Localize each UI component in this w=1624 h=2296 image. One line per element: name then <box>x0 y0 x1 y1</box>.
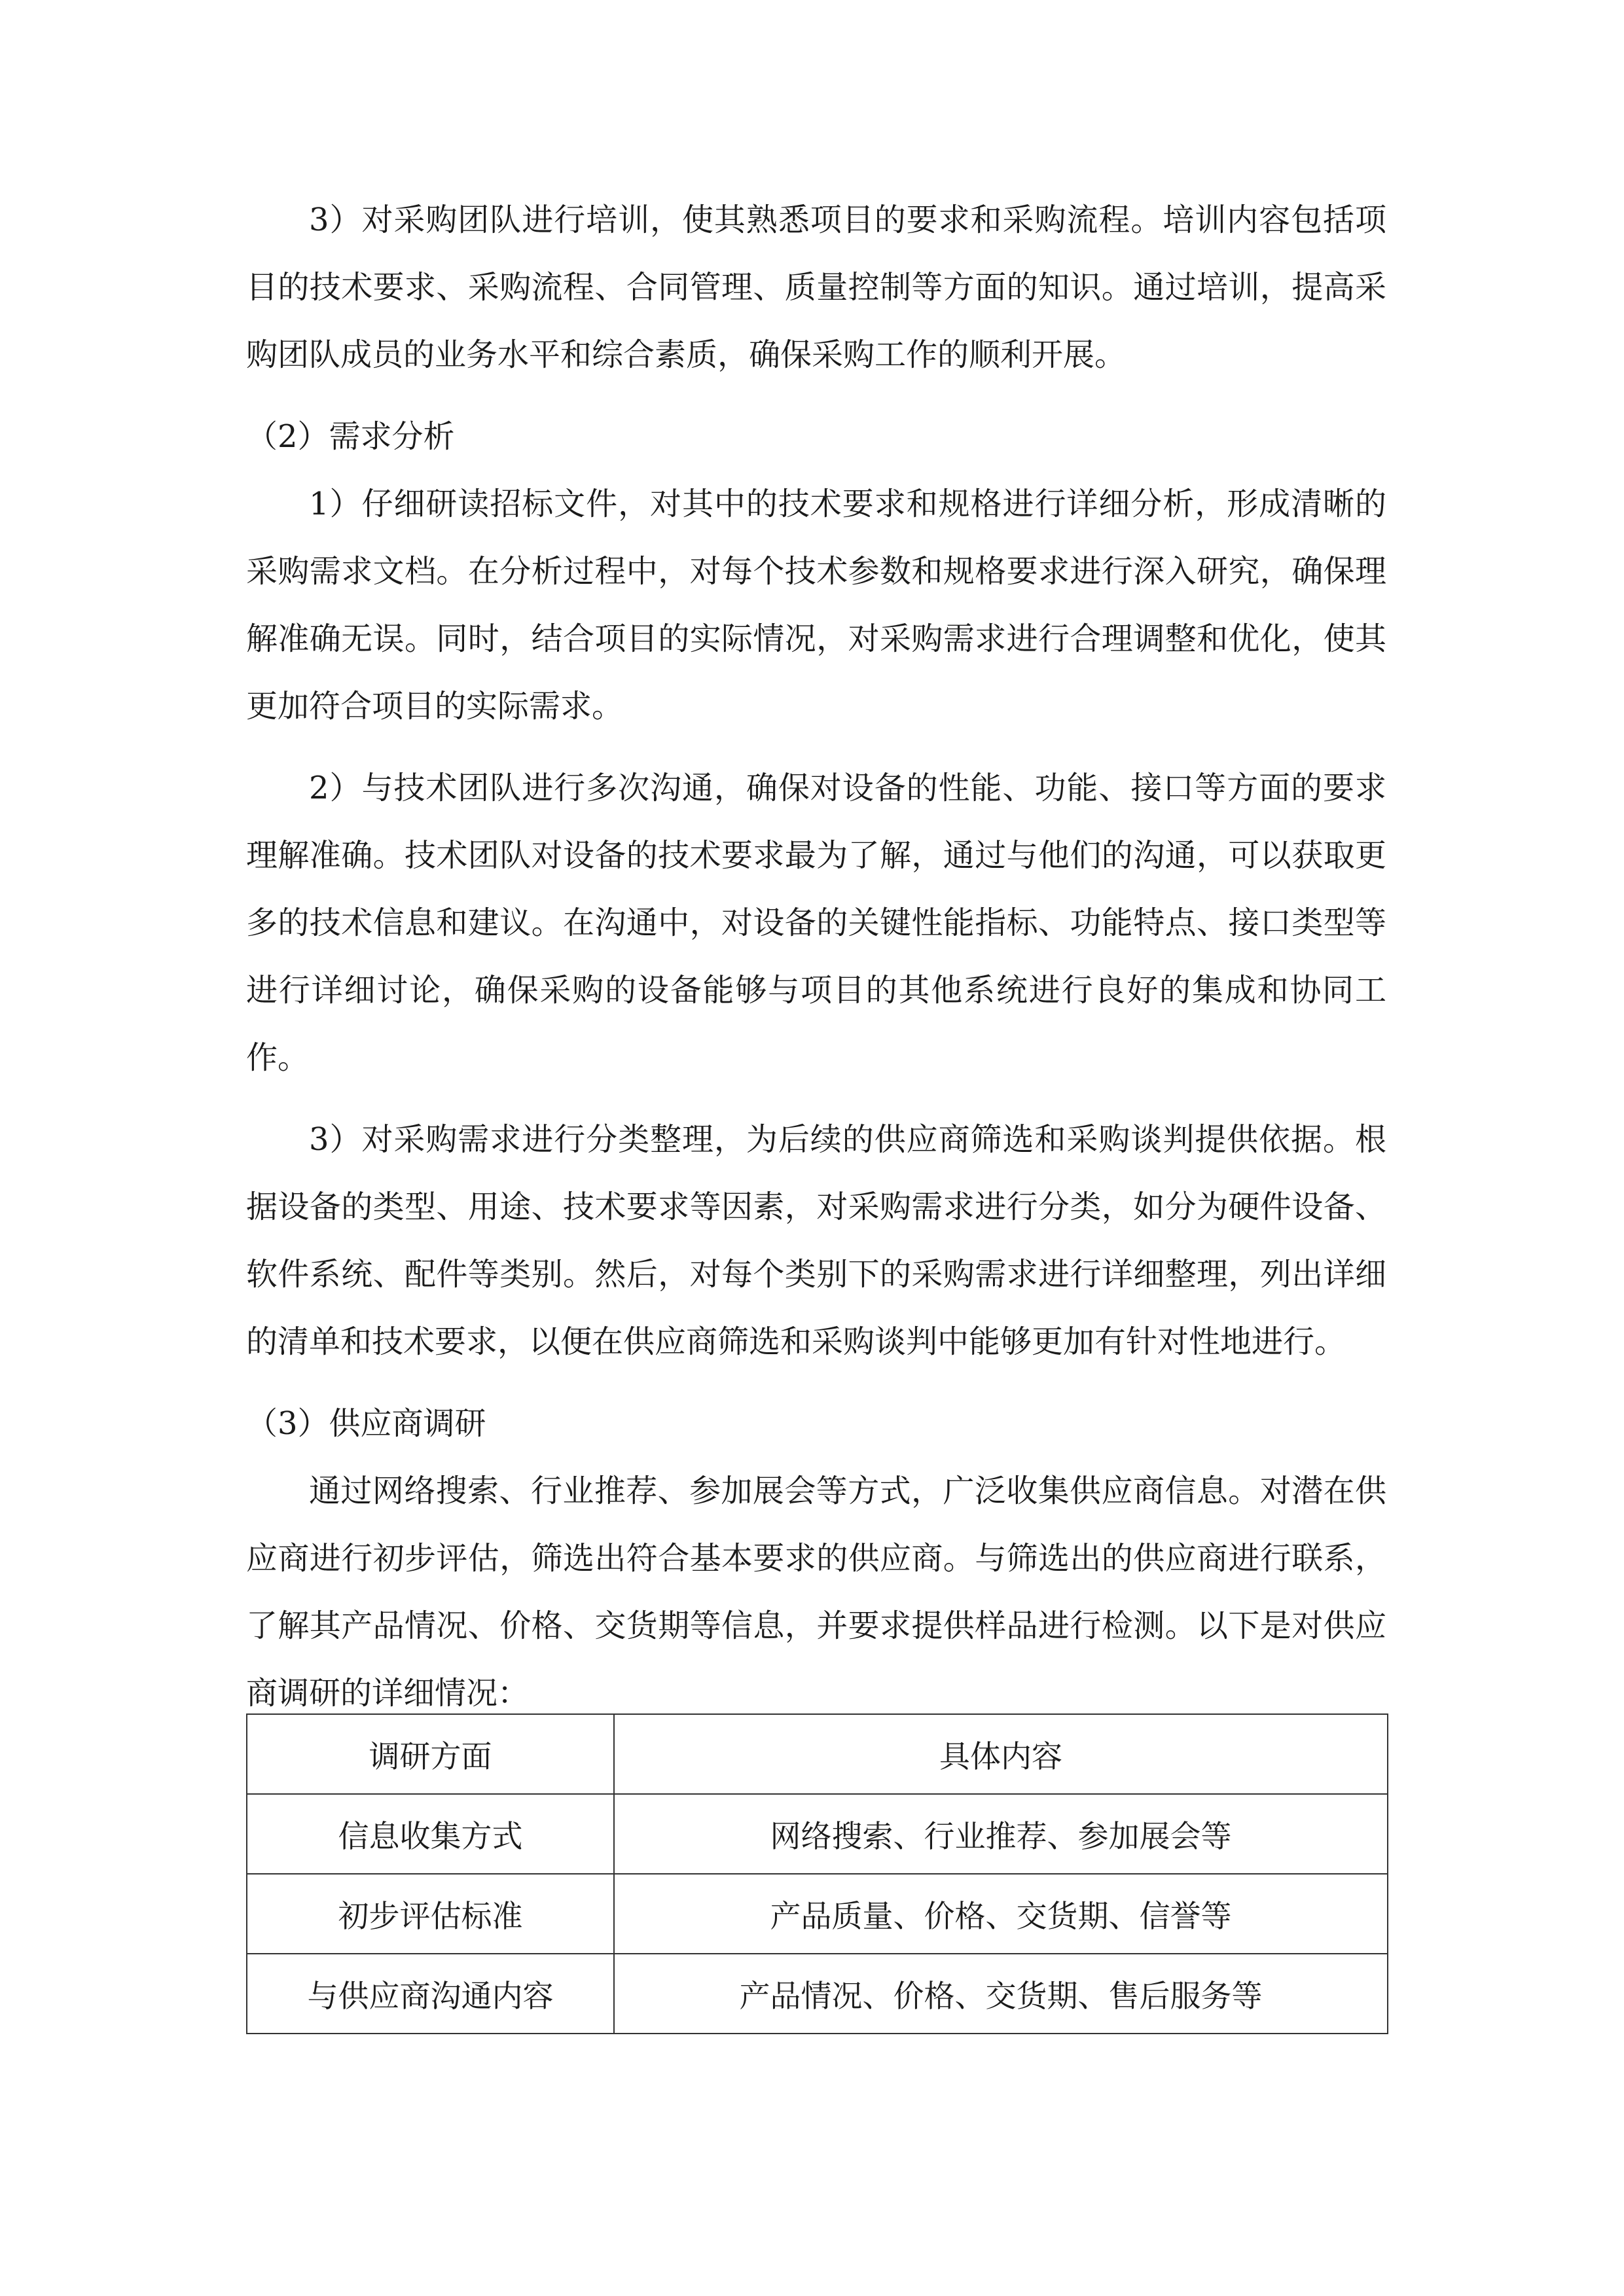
table-cell: 产品情况、价格、交货期、售后服务等 <box>614 1954 1388 2034</box>
paragraph-tender-analysis: 1）仔细研读招标文件，对其中的技术要求和规格进行详细分析，形成清晰的采购需求文档。在分析过程中，对每个技术参数和规格要求进行深入研究，确保理解准确无误。同时，结合项目的实际情况，对采购需求进行合理调整和优化，使其更加符合项目的实际需求。 <box>246 486 1386 725</box>
table-cell: 网络搜索、行业推荐、参加展会等 <box>614 1794 1388 1874</box>
section-heading-requirements-analysis: （2）需求分析 <box>246 418 455 455</box>
paragraph-requirement-classification: 3）对采购需求进行分类整理，为后续的供应商筛选和采购谈判提供依据。根据设备的类型、用途、技术要求等因素，对采购需求进行分类，如分为硬件设备、软件系统、配件等类别。然后，对每个类别下的采购需求进行详细整理，列出详细的清单和技术要求，以便在供应商筛选和采购谈判中能够更加有针对性地进行。 <box>246 1121 1386 1360</box>
table-cell: 初步评估标准 <box>247 1874 614 1954</box>
table-header-cell: 具体内容 <box>614 1714 1388 1794</box>
document-body <box>246 187 1386 1727</box>
table-row <box>247 1954 1388 2034</box>
table-row <box>247 1794 1388 1874</box>
paragraph-supplier-research: 通过网络搜索、行业推荐、参加展会等方式，广泛收集供应商信息。对潜在供应商进行初步评估，筛选出符合基本要求的供应商。与筛选出的供应商进行联系，了解其产品情况、价格、交货期等信息，并要求提供样品进行检测。以下是对供应商调研的详细情况： <box>246 1473 1386 1712</box>
supplier-research-table <box>246 1713 1388 2034</box>
table-cell: 与供应商沟通内容 <box>247 1954 614 2034</box>
table-header-cell: 调研方面 <box>247 1714 614 1794</box>
table-row <box>247 1874 1388 1954</box>
paragraph-training: 3）对采购团队进行培训，使其熟悉项目的要求和采购流程。培训内容包括项目的技术要求、采购流程、合同管理、质量控制等方面的知识。通过培训，提高采购团队成员的业务水平和综合素质，确保采购工作的顺利开展。 <box>246 202 1386 373</box>
table-cell: 信息收集方式 <box>247 1794 614 1874</box>
section-heading-supplier-research: （3）供应商调研 <box>246 1405 486 1442</box>
paragraph-technical-communication: 2）与技术团队进行多次沟通，确保对设备的性能、功能、接口等方面的要求理解准确。技术团队对设备的技术要求最为了解，通过与他们的沟通，可以获取更多的技术信息和建议。在沟通中，对设备的关键性能指标、功能特点、接口类型等进行详细讨论，确保采购的设备能够与项目的其他系统进行良好的集成和协同工作。 <box>246 770 1386 1076</box>
table-header-row <box>247 1714 1388 1794</box>
table-cell: 产品质量、价格、交货期、信誉等 <box>614 1874 1388 1954</box>
